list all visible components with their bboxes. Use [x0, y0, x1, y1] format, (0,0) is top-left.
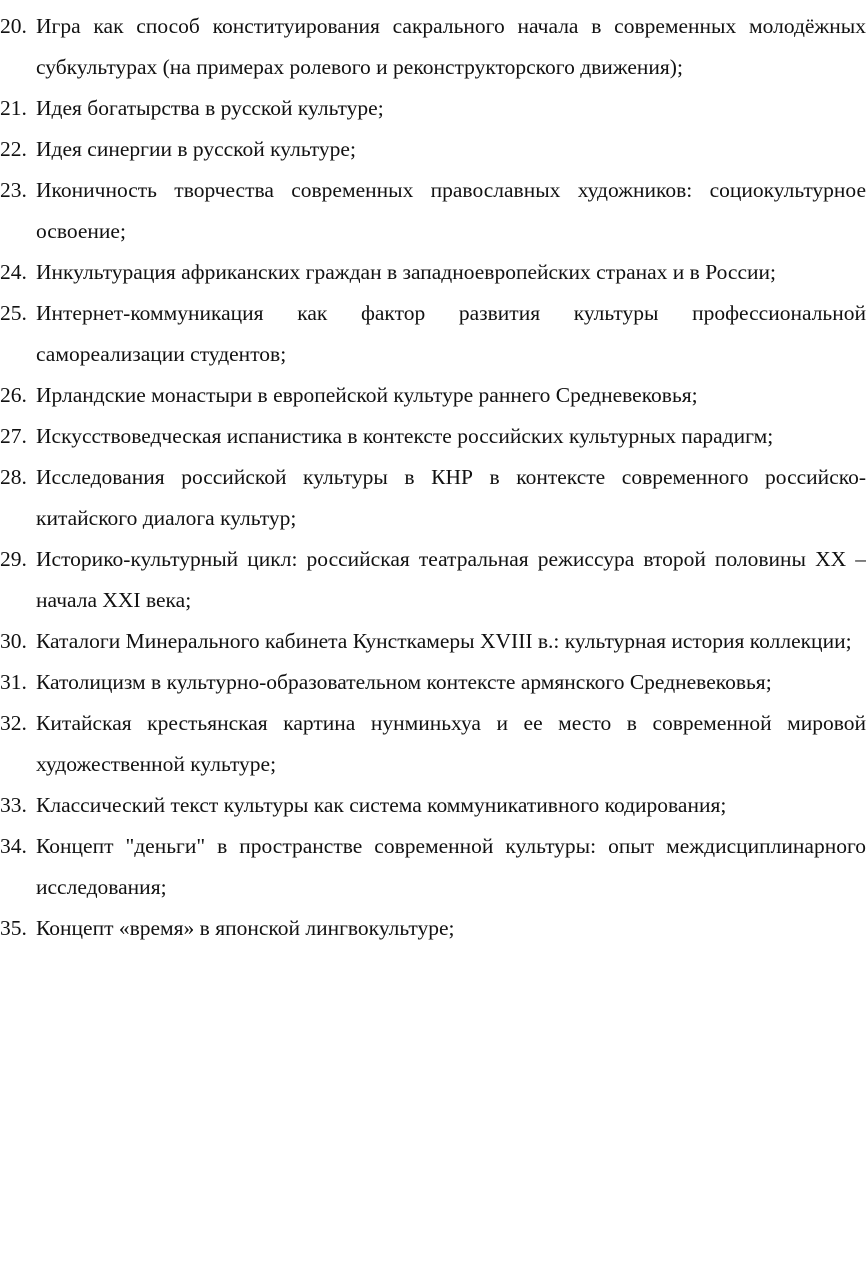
item-number: 27. — [0, 424, 27, 448]
topic-list — [0, 6, 866, 949]
item-text: Католицизм в культурно-образовательном контексте армянского Средневековья; — [36, 670, 772, 694]
item-text: Идея богатырства в русской культуре; — [36, 96, 384, 120]
list-item — [0, 785, 866, 826]
item-number: 23. — [0, 178, 27, 202]
item-text: Концепт «время» в японской лингвокультуре; — [36, 916, 455, 940]
item-text: Историко-культурный цикл: российская театральная режиссура второй половины XX – начала XXI века; — [36, 547, 866, 612]
item-text: Интернет-коммуникация как фактор развития культуры профессиональной самореализации студентов; — [36, 301, 866, 366]
item-text: Исследования российской культуры в КНР в контексте современного российско-китайского диалога культур; — [36, 465, 866, 530]
list-item — [0, 826, 866, 908]
list-item — [0, 539, 866, 621]
list-item — [0, 703, 866, 785]
list-item — [0, 88, 866, 129]
item-number: 21. — [0, 96, 27, 120]
item-text: Ирландские монастыри в европейской культуре раннего Средневековья; — [36, 383, 698, 407]
item-number: 30. — [0, 629, 27, 653]
list-item — [0, 129, 866, 170]
list-item — [0, 416, 866, 457]
item-text: Инкультурация африканских граждан в западноевропейских странах и в России; — [36, 260, 776, 284]
list-item — [0, 375, 866, 416]
list-item — [0, 293, 866, 375]
item-text: Иконичность творчества современных православных художников: социокультурное освоение; — [36, 178, 866, 243]
item-number: 31. — [0, 670, 27, 694]
item-text: Искусствоведческая испанистика в контексте российских культурных парадигм; — [36, 424, 774, 448]
item-text: Идея синергии в русской культуре; — [36, 137, 356, 161]
list-item — [0, 170, 866, 252]
item-text: Каталоги Минерального кабинета Кунсткамеры XVIII в.: культурная история коллекции; — [36, 629, 852, 653]
item-number: 25. — [0, 301, 27, 325]
list-item — [0, 662, 866, 703]
list-item — [0, 908, 866, 949]
item-number: 22. — [0, 137, 27, 161]
list-item — [0, 621, 866, 662]
item-text: Игра как способ конституирования сакрального начала в современных молодёжных субкультурах (на примерах ролевого и реконструкторского движения); — [36, 14, 866, 79]
item-text: Концепт "деньги" в пространстве современной культуры: опыт междисциплинарного исследования; — [36, 834, 866, 899]
item-number: 20. — [0, 14, 27, 38]
item-number: 28. — [0, 465, 27, 489]
item-number: 32. — [0, 711, 27, 735]
item-text: Классический текст культуры как система коммуникативного кодирования; — [36, 793, 727, 817]
item-number: 24. — [0, 260, 27, 284]
list-item — [0, 6, 866, 88]
item-number: 29. — [0, 547, 27, 571]
item-number: 33. — [0, 793, 27, 817]
item-number: 26. — [0, 383, 27, 407]
item-number: 34. — [0, 834, 27, 858]
item-text: Китайская крестьянская картина нунминьхуа и ее место в современной мировой художественной культуре; — [36, 711, 866, 776]
item-number: 35. — [0, 916, 27, 940]
list-item — [0, 252, 866, 293]
list-item — [0, 457, 866, 539]
